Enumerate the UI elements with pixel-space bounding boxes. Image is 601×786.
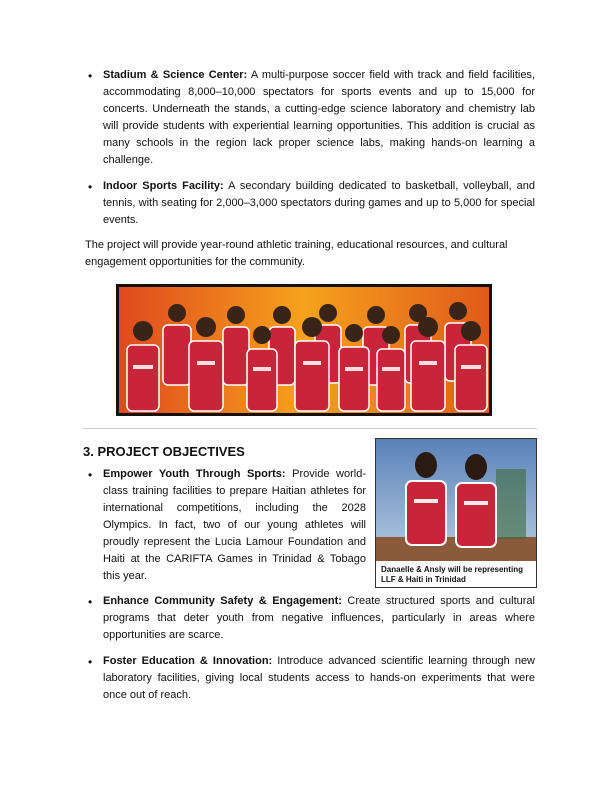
bullet-term: Foster Education & Innovation: bbox=[103, 655, 273, 667]
bullet-term: Empower Youth Through Sports: bbox=[103, 468, 286, 480]
bullet-term: Enhance Community Safety & Engagement: bbox=[103, 595, 342, 607]
team-group-photo bbox=[116, 284, 492, 416]
bullet-dot: • bbox=[88, 180, 93, 194]
athletes-photo-frame bbox=[375, 438, 537, 588]
bullet-text: Provide world-class training facilities to prepare Haitian athletes for international competitions, including the 2028 Olympics. In fact, two of our young athletes will proudly represent the Lucia Lamour Foundation and Haiti at the CARIFTA Games in Trinidad & Tobago this year. bbox=[103, 468, 367, 582]
bullet-indoor bbox=[103, 178, 535, 229]
bullet-text: Introduce advanced scientific learning through new laboratory facilities, giving local students access to hands-on experiments that were once out of reach. bbox=[103, 655, 536, 701]
bullet-term: Indoor Sports Facility: bbox=[103, 180, 224, 192]
athletes-photo-image bbox=[376, 439, 536, 561]
objective-empower-youth bbox=[103, 466, 366, 585]
objective-community-safety bbox=[103, 593, 535, 644]
bullet-stadium bbox=[103, 67, 535, 169]
bullet-term: Stadium & Science Center: bbox=[103, 69, 248, 81]
bullet-text: A multi-purpose soccer field with track and field facilities, accommodating 8,000–10,000 spectators for sports events and up to 15,000 for concerts. Underneath the stands, a cutting-edge science laboratory and chemistry lab will provide students with experiential learning opportunities. This addition is crucial as many schools in the region lack proper science labs, making hands-on learning a challenge. bbox=[103, 69, 535, 166]
summary-paragraph: The project will provide year-round athletic training, educational resources, and cultural engagement opportunities for the community. bbox=[85, 239, 508, 268]
section-divider bbox=[83, 428, 537, 429]
team-photo-image bbox=[119, 287, 489, 413]
bullet-dot: • bbox=[88, 468, 93, 482]
section-heading: 3. PROJECT OBJECTIVES bbox=[83, 444, 245, 459]
bullet-text: Create structured sports and cultural programs that deter youth from negative influences, particularly in areas where opportunities are scarce. bbox=[103, 595, 535, 641]
bullet-text: A secondary building dedicated to basketball, volleyball, and tennis, with seating for 2,000–3,000 spectators during games and up to 5,000 for special events. bbox=[103, 180, 535, 226]
objective-education-innovation bbox=[103, 653, 535, 704]
bullet-dot: • bbox=[88, 595, 93, 609]
bullet-dot: • bbox=[88, 655, 93, 669]
photo-caption: Danaelle & Ansly will be representing LLF & Haiti in Trinidad bbox=[381, 565, 523, 584]
bullet-dot: • bbox=[88, 69, 93, 83]
